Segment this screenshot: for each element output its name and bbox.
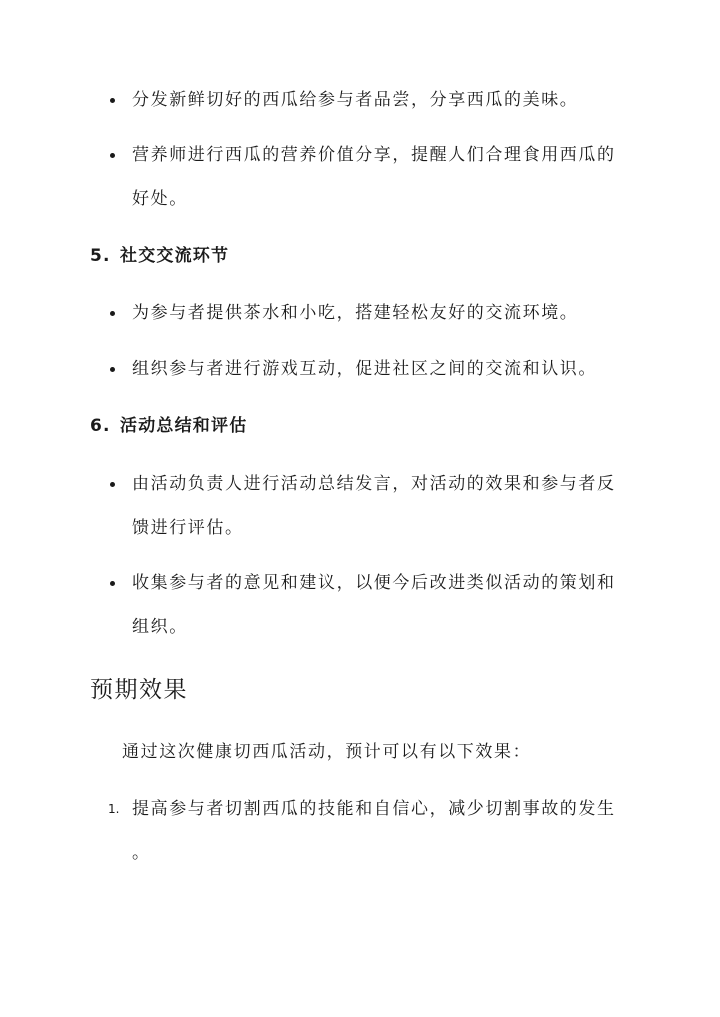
section-number: 5.	[90, 246, 111, 266]
section-heading	[90, 414, 247, 438]
section-heading	[90, 244, 229, 268]
list-item-text: 为参与者提供茶水和小吃，搭建轻松友好的交流环境。	[132, 303, 579, 323]
list-item-text-continued: 馈进行评估。	[132, 518, 244, 538]
numbered-item-text-continued: 。	[132, 843, 151, 863]
bullet-icon	[110, 581, 115, 586]
list-item-text: 营养师进行西瓜的营养价值分享，提醒人们合理食用西瓜的	[132, 145, 616, 165]
section-number: 6.	[90, 416, 111, 436]
bullet-icon	[110, 98, 115, 103]
numbered-item-text: 提高参与者切割西瓜的技能和自信心，减少切割事故的发生	[132, 799, 616, 819]
section-title: 社交交流环节	[120, 246, 230, 266]
list-item-text: 由活动负责人进行活动总结发言，对活动的效果和参与者反	[132, 474, 616, 494]
bullet-icon	[110, 153, 115, 158]
intro-paragraph: 通过这次健康切西瓜活动，预计可以有以下效果：	[122, 742, 532, 762]
page-heading: 预期效果	[90, 677, 188, 703]
bullet-icon	[110, 367, 115, 372]
bullet-icon	[110, 311, 115, 316]
list-item-text-continued: 好处。	[132, 189, 188, 209]
item-number: 1.	[108, 802, 120, 816]
list-item-text: 收集参与者的意见和建议，以便今后改进类似活动的策划和	[132, 573, 616, 593]
section-title: 活动总结和评估	[120, 416, 248, 436]
list-item-text-continued: 组织。	[132, 617, 188, 637]
list-item-text: 组织参与者进行游戏互动，促进社区之间的交流和认识。	[132, 359, 597, 379]
bullet-icon	[110, 482, 115, 487]
list-item-text: 分发新鲜切好的西瓜给参与者品尝，分享西瓜的美味。	[132, 90, 579, 110]
